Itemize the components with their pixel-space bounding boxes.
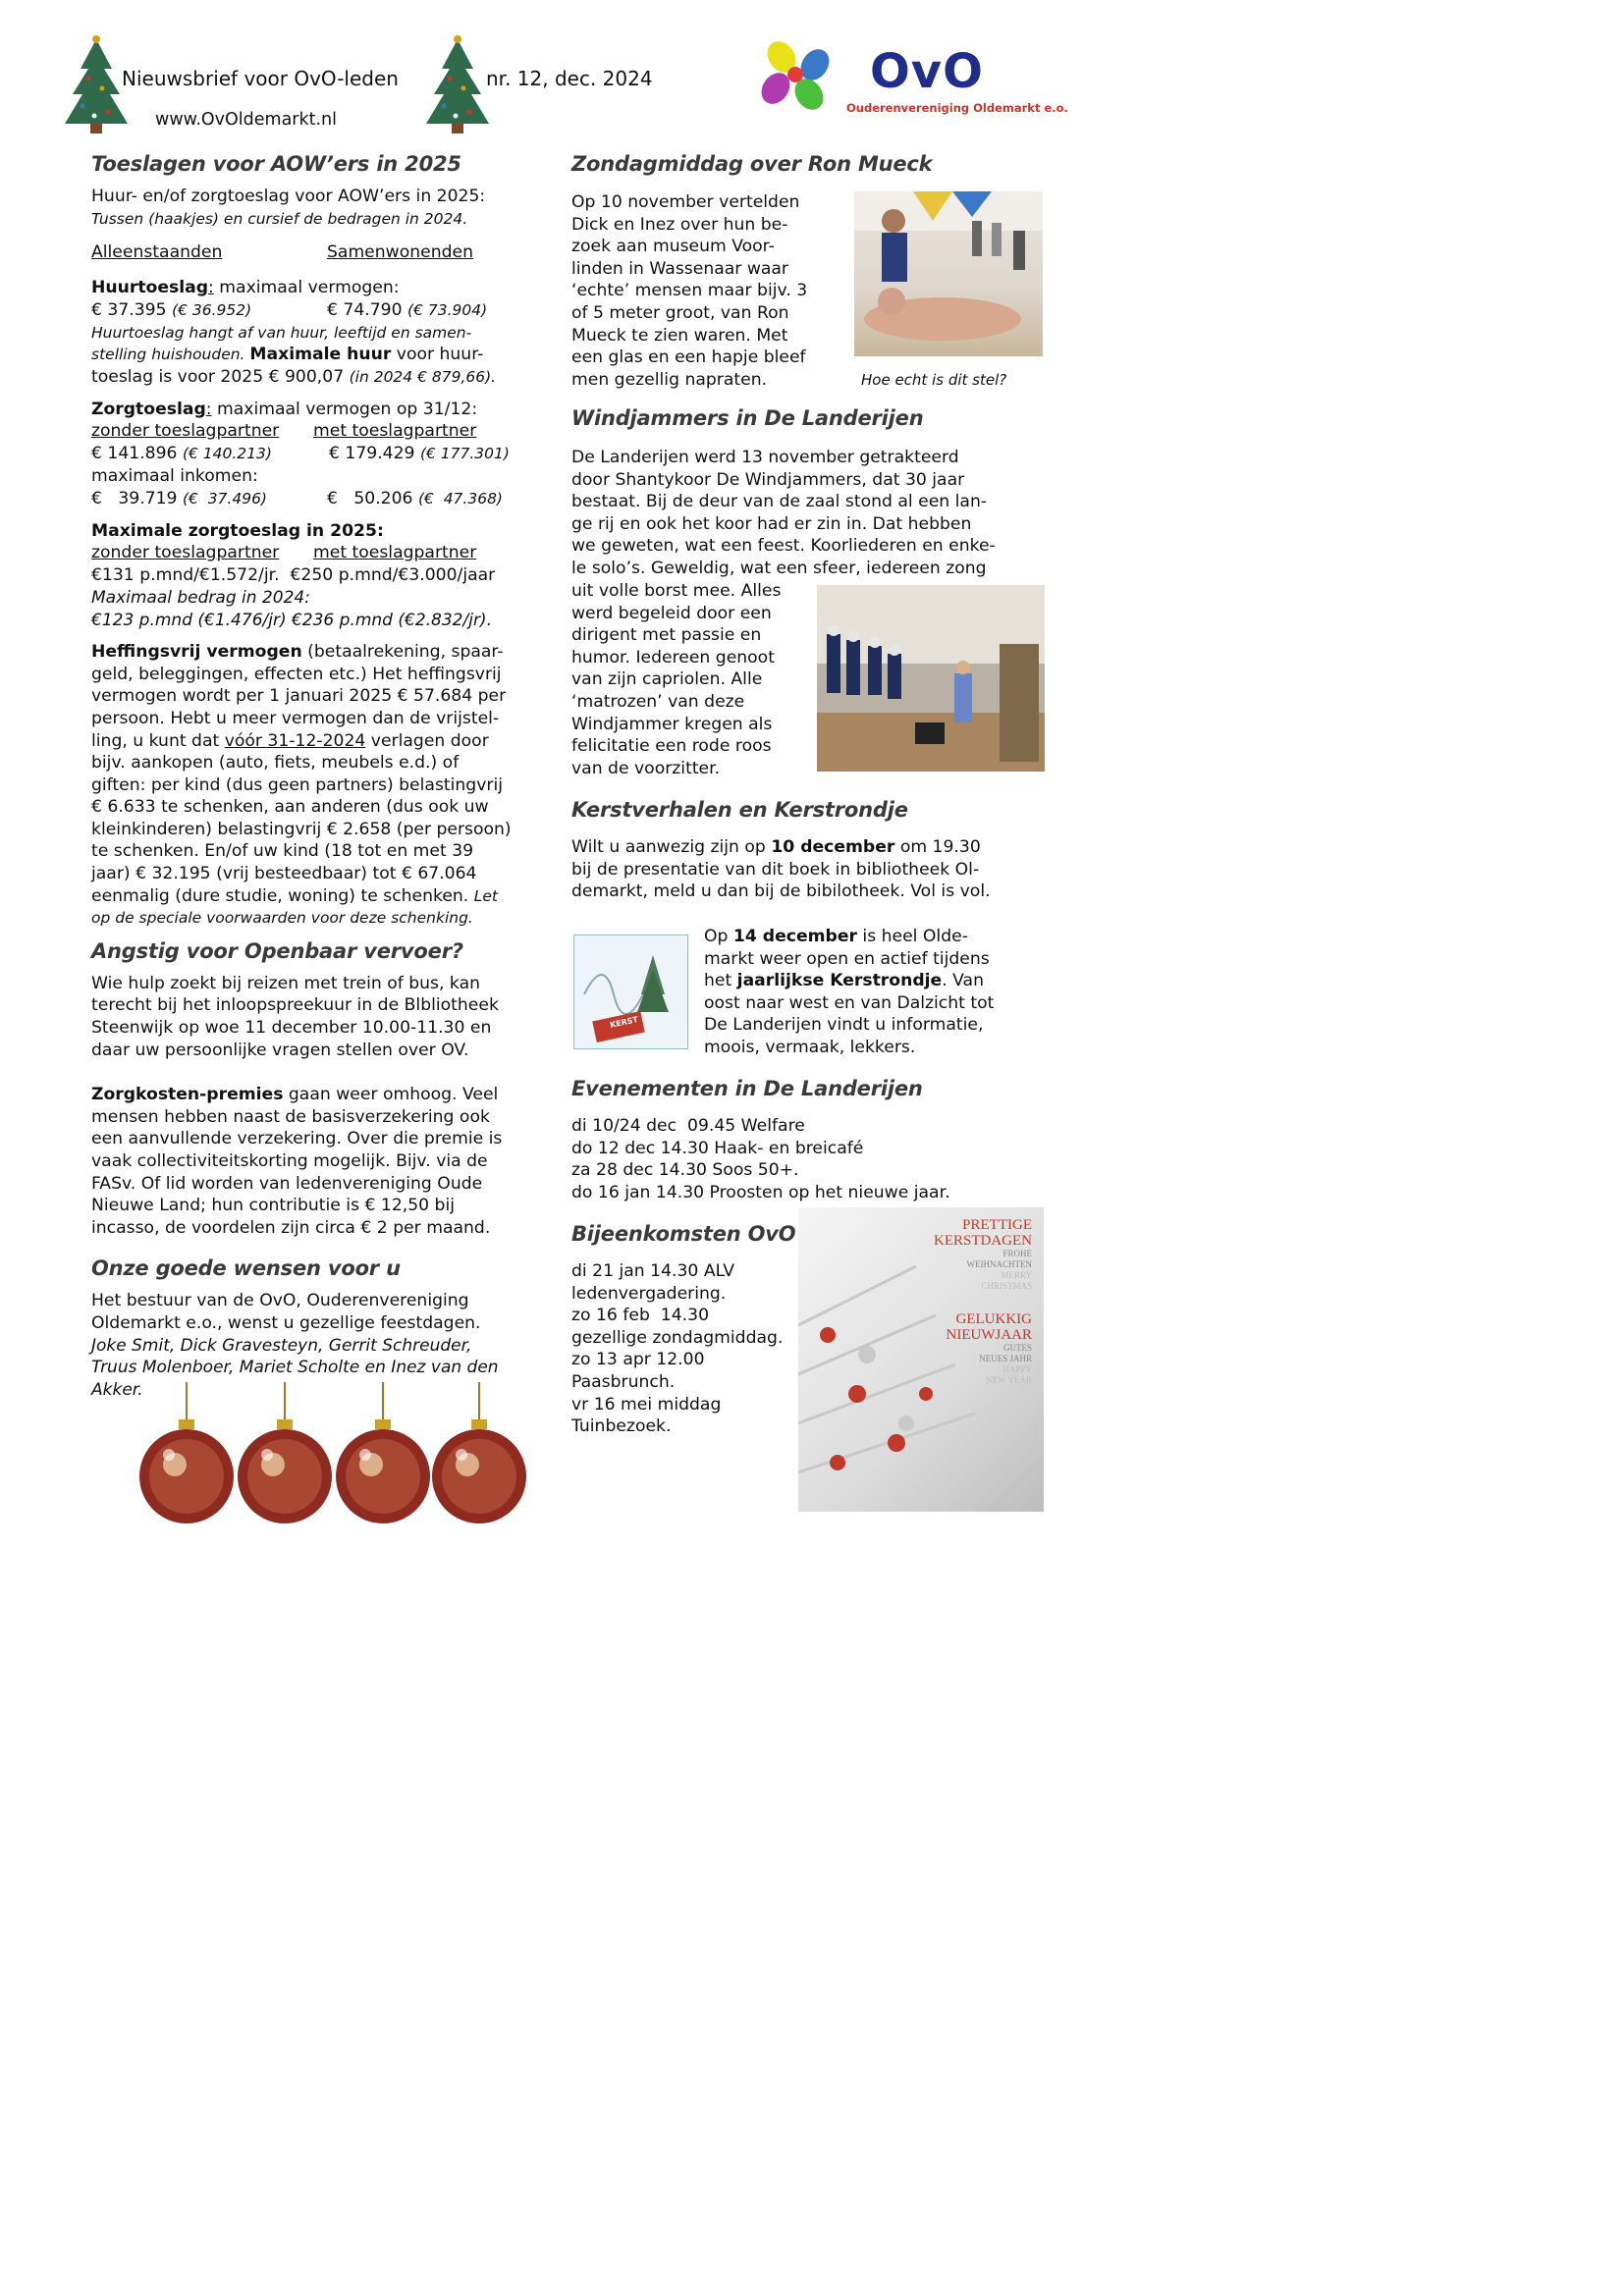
website-link[interactable]: www.OvOldemarkt.nl: [155, 110, 338, 130]
photo-caption: Hoe echt is dit stel?: [861, 371, 1007, 389]
text-line: werd begeleid door een: [571, 603, 772, 623]
text-line: De Landerijen werd 13 november getrakteerd: [571, 448, 959, 467]
christmas-bauble-icon: [332, 1382, 434, 1527]
section-title: Onze goede wensen voor u: [91, 1256, 401, 1281]
christmas-bauble-icon: [234, 1382, 336, 1527]
newsletter-title: Nieuwsbrief voor OvO-leden: [122, 67, 399, 90]
card-text: NIEUWJAAR: [946, 1327, 1032, 1343]
card-text: PRETTIGE: [962, 1217, 1032, 1233]
huur-label: Huurtoeslag: [91, 278, 209, 298]
ovo-logo-icon: [750, 37, 844, 112]
section-title: Evenementen in De Landerijen: [571, 1077, 923, 1100]
huur-note-1: Huurtoeslag hangt af van huur, leeftijd en samen-: [91, 323, 472, 342]
text-line: van de voorzitter.: [571, 758, 721, 778]
christmas-bauble-icon: [135, 1382, 238, 1527]
museum-photo: [854, 191, 1043, 356]
max-prev-label: Maximaal bedrag in 2024:: [91, 587, 310, 608]
card-text: GELUKKIG: [955, 1311, 1032, 1327]
card-text: KERSTDAGEN: [934, 1233, 1032, 1249]
text-line: do 12 dec 14.30 Haak- en breicafé: [571, 1138, 864, 1158]
huur-colon: :: [208, 278, 214, 298]
christmas-bauble-icon: [428, 1382, 530, 1527]
text-line: vr 16 mei middag: [571, 1394, 722, 1415]
kerstverhalen-paragraph: Wilt u aanwezig zijn op 10 december om 19.30 bij de presentatie van dit boek in bibliotheek Ol- demarkt, meld u dan bij de bibilotheek. Vol is vol.: [571, 837, 991, 902]
left-column: [91, 152, 563, 1401]
text-line: di 10/24 dec 09.45 Welfare: [571, 1116, 805, 1136]
zorg-values: € 141.896 (€ 140.213) € 179.429 (€ 177.301): [91, 444, 510, 464]
windjammers-paragraph-cont: [571, 580, 817, 779]
card-text: MERRY: [1001, 1270, 1032, 1280]
max-prev: €123 p.mnd (€1.476/jr) €236 p.mnd (€2.832/jr).: [91, 610, 492, 630]
col-header-alleen: Alleenstaanden: [91, 242, 223, 263]
max-values: €131 p.mnd/€1.572/jr. €250 p.mnd/€3.000/jaar: [91, 565, 496, 586]
text-line: humor. Iedereen genoot: [571, 647, 775, 667]
logo-subtitle: Ouderenvereniging Oldemarkt e.o.: [846, 101, 1068, 115]
card-text: NEUES JAHR: [979, 1354, 1032, 1363]
text-line: we geweten, wat een feest. Koorliederen en enke-: [571, 536, 996, 557]
col-header-samen: Samenwonenden: [327, 242, 473, 263]
max-zorg-title: Maximale zorgtoeslag in 2025:: [91, 520, 384, 541]
text-line: ge rij en ook het koor had er zin in. Dat hebben: [571, 513, 972, 534]
meetings-list: [571, 1260, 807, 1438]
text-line: za 28 dec 14.30 Soos 50+.: [571, 1160, 799, 1181]
text-line: bestaat. Bij de deur van de zaal stond al een lan-: [571, 492, 988, 512]
zorgkosten-paragraph: Zorgkosten-premies gaan weer omhoog. Veel mensen hebben naast de basisverzekering ook een aanvullende verzekering. Over die premie is vaak collectiviteitskorting mogelijk. Bijv. via de FASv. Of lid worden van ledenvereniging Oude Nieuwe Land; hun contributie is € 12,50 bij incasso, de voordelen zijn circa € 2 per maand.: [91, 1085, 503, 1238]
huur-note-4: toeslag is voor 2025 € 900,07 (in 2024 € 879,66).: [91, 366, 497, 387]
huur-rest: maximaal vermogen:: [213, 278, 400, 298]
text-line: Mueck te zien waren. Met: [571, 325, 788, 346]
section-title: Windjammers in De Landerijen: [571, 406, 924, 430]
text-line: ‘echte’ mensen maar bijv. 3: [571, 281, 808, 301]
card-text: NEW YEAR: [986, 1375, 1032, 1385]
text-line: een glas en een hapje bleef: [571, 347, 806, 368]
card-text: GUTES: [1003, 1343, 1032, 1353]
intro: Huur- en/of zorgtoeslag voor AOW’ers in 2025:: [91, 187, 486, 206]
text-line: door Shantykoor De Windjammers, dat 30 jaar: [571, 469, 965, 490]
logo-text: OvO: [870, 44, 984, 99]
text-line: dirigent met passie en: [571, 625, 762, 646]
text-line: ‘matrozen’ van deze: [571, 691, 745, 712]
intro-note: Tussen (haakjes) en cursief de bedragen in 2024.: [91, 209, 468, 228]
text-line: gezellige zondagmiddag.: [571, 1327, 784, 1348]
windjammers-paragraph: [571, 447, 1043, 580]
text-line: uit volle borst mee. Alles: [571, 581, 782, 601]
text-line: felicitatie een rode roos: [571, 736, 772, 757]
text-line: of 5 meter groot, van Ron: [571, 302, 789, 323]
max-col-headers: zonder toeslagpartner met toeslagpartner: [91, 543, 477, 563]
zorg-col-headers: zonder toeslagpartner met toeslagpartner: [91, 421, 477, 442]
huur-values: [91, 299, 563, 322]
text-line: Tuinbezoek.: [571, 1416, 672, 1437]
text-line: di 21 jan 14.30 ALV: [571, 1261, 735, 1281]
section-title: Bijeenkomsten OvO: [571, 1222, 796, 1246]
text-line: linden in Wassenaar waar: [571, 258, 789, 279]
section-title: Angstig voor Openbaar vervoer?: [91, 938, 463, 963]
ov-paragraph: Wie hulp zoekt bij reizen met trein of bus, kan terecht bij het inloopspreekuur in de Blbliotheek Steenwijk op woe 11 december 10.00-11.30 en daar uw persoonlijke vragen stellen over OV.: [91, 973, 499, 1060]
section-title: Kerstverhalen en Kerstrondje: [571, 798, 908, 822]
card-text: CHRISTMAS: [981, 1281, 1032, 1291]
huur-b: € 74.790 (€ 73.904): [327, 299, 488, 320]
huur-note-2: stelling huishouden. Maximale huur voor huur-: [91, 345, 484, 365]
section-title: Toeslagen voor AOW’ers in 2025: [91, 152, 461, 176]
column-headers: [91, 241, 563, 265]
christmas-card-image: [798, 1207, 1044, 1512]
zorg-heading: Zorgtoeslag: maximaal vermogen op 31/12:: [91, 399, 478, 419]
wishes-paragraph: Het bestuur van de OvO, Ouderenvereniging Oldemarkt e.o., wenst u gezellige feestdagen. Joke Smit, Dick Gravesteyn, Gerrit Schreuder, Truus Molenboer, Mariet Scholte en Inez van den Akker.: [91, 1291, 499, 1400]
christmas-tree-icon: [420, 33, 495, 135]
section-title: Zondagmiddag over Ron Mueck: [571, 152, 933, 176]
events-list: [571, 1115, 1043, 1203]
text-line: ledenvergadering.: [571, 1283, 727, 1304]
huur-a: € 37.395 (€ 36.952): [91, 299, 252, 320]
inkomen-values: € 39.719 (€ 37.496) € 50.206 (€ 47.368): [91, 488, 503, 508]
card-text: WEIHNACHTEN: [966, 1259, 1032, 1269]
issue-number: nr. 12, dec. 2024: [486, 67, 653, 90]
text-line: men gezellig napraten.: [571, 369, 768, 390]
text-line: Paasbrunch.: [571, 1371, 676, 1392]
kerstrondje-paragraph: Op 14 december is heel Olde- markt weer open en actief tijdens het jaarlijkse Kerstrondje. Van oost naar west en van Dalzicht tot De Landerijen vindt u informatie, moois, vermaak, lekkers.: [704, 927, 995, 1057]
inkomen-label: maximaal inkomen:: [91, 466, 258, 487]
text-line: zoek aan museum Voor-: [571, 237, 775, 257]
text-line: Dick en Inez over hun be-: [571, 214, 788, 235]
choir-photo: [817, 585, 1045, 772]
card-text: FROHE: [1002, 1249, 1032, 1258]
text-line: do 16 jan 14.30 Proosten op het nieuwe jaar.: [571, 1182, 950, 1202]
text-line: Op 10 november vertelden: [571, 192, 800, 212]
text-line: van zijn capriolen. Alle: [571, 669, 763, 690]
mueck-paragraph: [571, 191, 841, 391]
book-cover-image: [573, 934, 688, 1049]
heffingsvrij-paragraph: Heffingsvrij vermogen (betaalrekening, spaar- geld, beleggingen, effecten etc.) Het heffingsvrij vermogen wordt per 1 januari 2025 € 57.684 per persoon. Hebt u meer vermogen dan de vrijstel- ling, u kunt dat vóór 31-12-2024 verlagen door bijv. aankopen (auto, fiets, meubels e.d.) of giften: per kind (dus geen partners) belastingvrij € 6.633 te schenken, aan anderen (dus ook uw kleinkinderen) belastingvrij € 2.658 (per persoon) te schenken. En/of uw kind (18 tot en met 39 jaar) € 32.195 (vrij besteedbaar) tot € 67.064 eenmalig (dure studie, woning) te schenken. Let op de speciale voorwaarden voor deze schenking.: [91, 642, 512, 928]
book-title: KERST: [609, 1015, 639, 1030]
huur-heading: [91, 277, 563, 299]
text-line: Windjammer kregen als: [571, 714, 773, 734]
text-line: zo 13 apr 12.00: [571, 1350, 705, 1370]
card-text: HAPPY: [1002, 1364, 1032, 1374]
text-line: zo 16 feb 14.30: [571, 1306, 710, 1326]
text-line: le solo’s. Geweldig, wat een sfeer, iedereen zong: [571, 558, 987, 578]
